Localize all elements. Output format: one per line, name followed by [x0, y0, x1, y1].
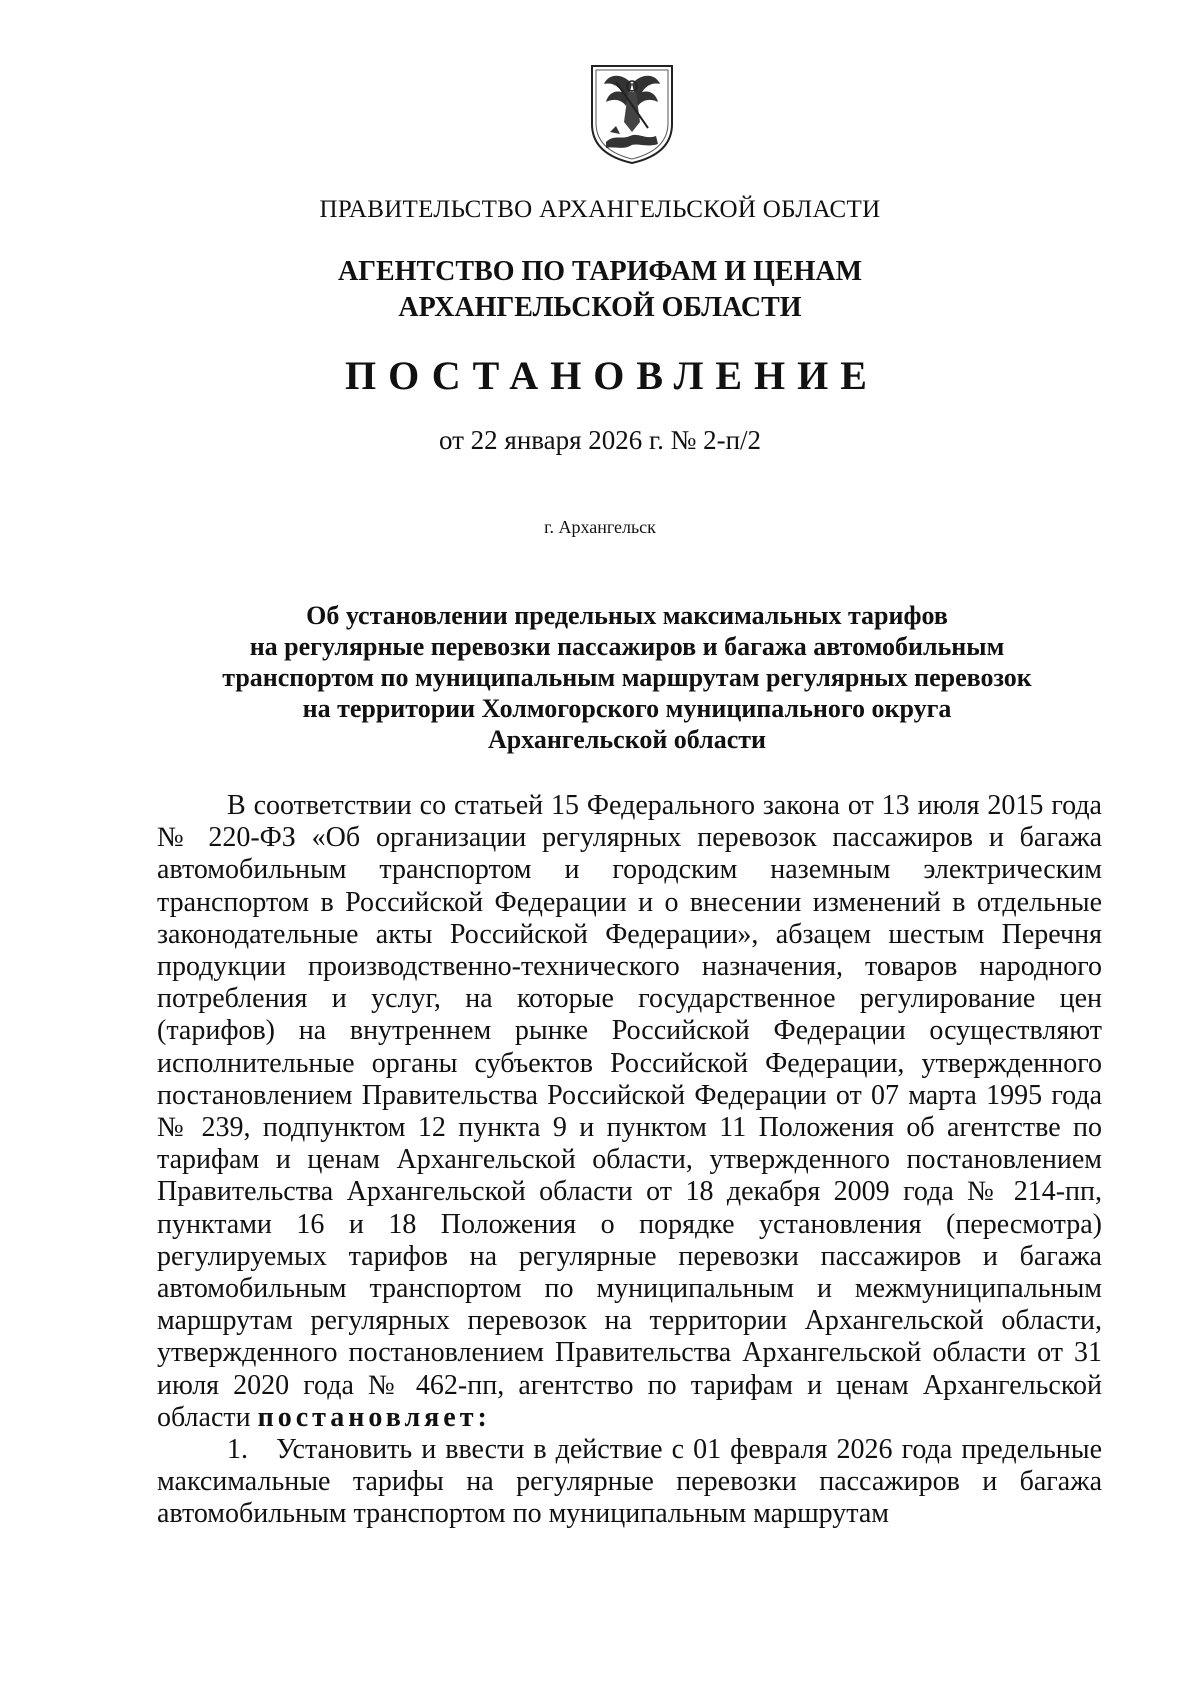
- agency-name: [0, 254, 1200, 326]
- coat-of-arms-icon: [586, 62, 678, 166]
- government-name: ПРАВИТЕЛЬСТВО АРХАНГЕЛЬСКОЙ ОБЛАСТИ: [319, 196, 881, 223]
- coat-of-arms-emblem: [586, 62, 678, 166]
- item-1-number: 1.: [227, 1434, 248, 1466]
- resolves-word: постановляет:: [257, 1401, 491, 1433]
- subject-line-3: транспортом по муниципальным маршрутам регулярных перевозок: [222, 663, 1032, 692]
- item-1-paragraph: [157, 1434, 1102, 1531]
- subject-line-5: Архангельской области: [487, 725, 767, 754]
- document-type-title: ПОСТАНОВЛЕНИЕ: [345, 353, 879, 398]
- document-subject: [150, 600, 1104, 755]
- item-1-text: Установить и ввести в действие с 01 февраля 2026 года предельные максимальные тарифы на регулярные перевозки пассажиров и багажа автомобильным транспортом по муниципальным маршрутам: [157, 1434, 1102, 1530]
- agency-name-line-1: АГЕНТСТВО ПО ТАРИФАМ И ЦЕНАМ: [337, 256, 863, 287]
- subject-line-2: на регулярные перевозки пассажиров и багажа автомобильным: [249, 632, 1005, 661]
- agency-name-line-2: АРХАНГЕЛЬСКОЙ ОБЛАСТИ: [398, 292, 802, 323]
- preamble-text: В соответствии со статьей 15 Федерального закона от 13 июля 2015 года № 220-ФЗ «Об организации регулярных перевозок пассажиров и багажа автомобильным транспортом и городским наземным электрическим транспортом в Российской Федерации и о внесении изменений в отдельные законодательные акты Российской Федерации», абзацем шестым Перечня продукции производственно-технического назначения, товаров народного потребления и услуг, на которые государственное регулирование цен (тарифов) на внутреннем рынке Российской Федерации осуществляют исполнительные органы субъектов Российской Федерации, утвержденного постановлением Правительства Российской Федерации от 07 марта 1995 года № 239, подпунктом 12 пункта 9 и пунктом 11 Положения об агентстве по тарифам и ценам Архангельской области, утвержденного постановлением Правительства Архангельской области от 18 декабря 2009 года № 214-пп, пунктами 16 и 18 Положения о порядке установления (пересмотра) регулируемых тарифов на регулярные перевозки пассажиров и багажа автомобильным транспортом по муниципальным и межмуниципальным маршрутам регулярных перевозок на территории Архангельской области, утвержденного постановлением Правительства Архангельской области от 31 июля 2020 года № 462-пп, агентство по тарифам и ценам Архангельской области: [157, 790, 1102, 1433]
- document-date-number: от 22 января 2026 г. № 2-п/2: [438, 425, 762, 455]
- preamble-paragraph: [157, 790, 1102, 1434]
- subject-line-4: на территории Холмогорского муниципального округа: [302, 694, 952, 723]
- document-city: г. Архангельск: [544, 517, 656, 537]
- document-body: [157, 790, 1102, 1531]
- subject-line-1: Об установлении предельных максимальных тарифов: [306, 601, 948, 630]
